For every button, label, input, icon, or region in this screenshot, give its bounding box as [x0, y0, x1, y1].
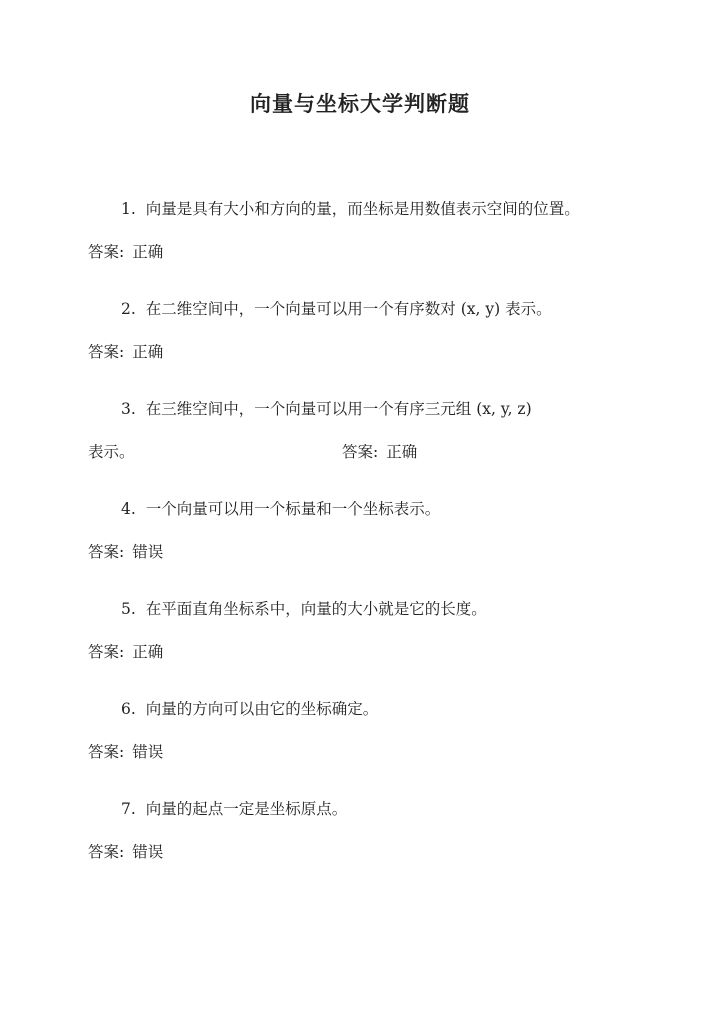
- answer-value: 正确: [132, 643, 164, 661]
- question-3: [121, 397, 532, 419]
- question-6: [121, 697, 378, 719]
- question-text: 向量的起点一定是坐标原点。: [145, 800, 348, 818]
- question-number: 7.: [121, 800, 136, 818]
- answer-label: 答案:: [88, 543, 125, 561]
- answer-label: 答案:: [88, 243, 125, 261]
- question-text: 一个向量可以用一个标量和一个坐标表示。: [145, 500, 441, 518]
- question-text: 在平面直角坐标系中，向量的大小就是它的长度。: [145, 600, 487, 618]
- answer-value: 正确: [132, 243, 164, 261]
- answer-4: [88, 540, 163, 562]
- question-text: 向量是具有大小和方向的量，而坐标是用数值表示空间的位置。: [145, 200, 580, 218]
- answer-label: 答案:: [88, 643, 125, 661]
- question-7: [121, 797, 347, 819]
- answer-3: [342, 440, 417, 462]
- question-1: [121, 197, 580, 219]
- question-number: 4.: [121, 500, 136, 518]
- question-text: 向量的方向可以由它的坐标确定。: [145, 700, 379, 718]
- answer-value: 错误: [132, 843, 164, 861]
- question-2: [121, 297, 552, 319]
- answer-value: 正确: [386, 443, 418, 461]
- question-5: [121, 597, 487, 619]
- question-text: 在二维空间中，一个向量可以用一个有序数对 (x, y) 表示。: [145, 300, 552, 318]
- answer-label: 答案:: [342, 443, 379, 461]
- question-number: 3.: [121, 400, 136, 418]
- question-number: 6.: [121, 700, 136, 718]
- answer-1: [88, 240, 163, 262]
- answer-6: [88, 740, 163, 762]
- answer-label: 答案:: [88, 843, 125, 861]
- question-3-continuation: 表示。: [88, 443, 135, 461]
- answer-2: [88, 340, 163, 362]
- page-title: 向量与坐标大学判断题: [250, 91, 470, 116]
- answer-value: 正确: [132, 343, 164, 361]
- answer-label: 答案:: [88, 743, 125, 761]
- question-text: 在三维空间中，一个向量可以用一个有序三元组 (x, y, z): [145, 400, 532, 418]
- answer-7: [88, 840, 163, 862]
- question-number: 2.: [121, 300, 136, 318]
- answer-value: 错误: [132, 543, 164, 561]
- question-number: 1.: [121, 200, 136, 218]
- question-4: [121, 497, 440, 519]
- question-number: 5.: [121, 600, 136, 618]
- answer-5: [88, 640, 163, 662]
- answer-value: 错误: [132, 743, 164, 761]
- answer-label: 答案:: [88, 343, 125, 361]
